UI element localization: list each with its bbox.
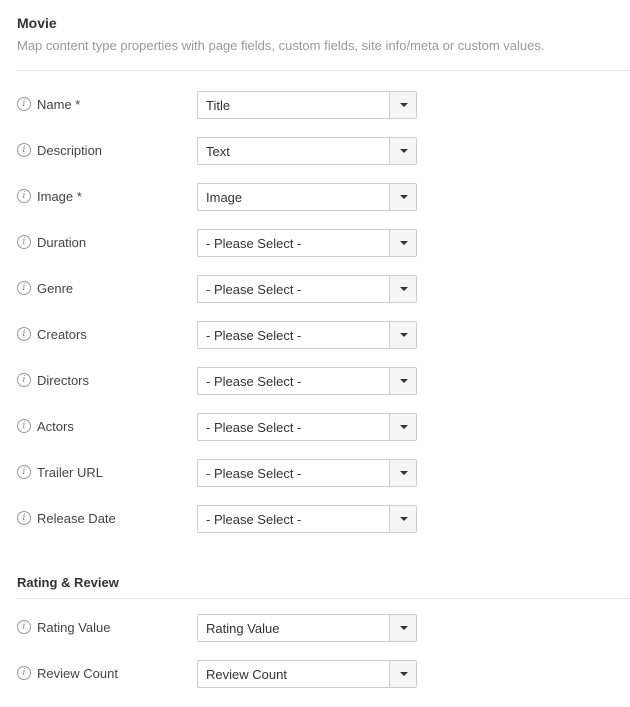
info-icon[interactable]: i [17,511,31,525]
field-label-creators: Creators [37,327,87,342]
image-select[interactable] [197,183,417,211]
field-row-creators [0,321,630,349]
field-label-name: Name * [37,97,81,112]
creators-select[interactable] [197,321,417,349]
info-icon[interactable]: i [17,373,31,387]
caret-down-icon [400,672,408,676]
caret-down-icon [400,241,408,245]
genre-select[interactable] [197,275,417,303]
release-date-select[interactable] [197,505,417,533]
review-count-dropdown-button[interactable] [389,661,416,687]
caret-down-icon [400,287,408,291]
info-icon[interactable]: i [17,419,31,433]
actors-select-value: - Please Select - [206,420,302,435]
caret-down-icon [400,103,408,107]
actors-select[interactable] [197,413,417,441]
description-select-value: Text [206,144,230,159]
caret-down-icon [400,626,408,630]
genre-select-value: - Please Select - [206,282,302,297]
movie-section-title: Movie [17,15,57,31]
info-icon[interactable]: i [17,143,31,157]
trailer-url-dropdown-button[interactable] [389,460,416,486]
info-icon[interactable]: i [17,620,31,634]
movie-section-description: Map content type properties with page fields, custom fields, site info/meta or custom values. [17,38,545,53]
info-icon[interactable]: i [17,189,31,203]
caret-down-icon [400,425,408,429]
trailer-url-select-value: - Please Select - [206,466,302,481]
field-row-rating-value [0,614,630,642]
caret-down-icon [400,149,408,153]
field-label-genre: Genre [37,281,74,296]
duration-select[interactable] [197,229,417,257]
field-row-trailer-url [0,459,630,487]
field-label-trailer-url: Trailer URL [37,465,103,480]
field-label-release-date: Release Date [37,511,116,526]
movie-section-divider [17,70,630,71]
field-label-actors: Actors [37,419,74,434]
duration-dropdown-button[interactable] [389,230,416,256]
caret-down-icon [400,195,408,199]
caret-down-icon [400,379,408,383]
caret-down-icon [400,517,408,521]
image-dropdown-button[interactable] [389,184,416,210]
actors-dropdown-button[interactable] [389,414,416,440]
info-icon[interactable]: i [17,97,31,111]
field-row-directors [0,367,630,395]
rating-section-title: Rating & Review [17,575,119,590]
description-dropdown-button[interactable] [389,138,416,164]
field-label-review-count: Review Count [37,666,118,681]
rating-value-dropdown-button[interactable] [389,615,416,641]
field-row-review-count [0,660,630,688]
caret-down-icon [400,333,408,337]
field-label-image: Image * [37,189,82,204]
directors-select[interactable] [197,367,417,395]
name-dropdown-button[interactable] [389,92,416,118]
directors-select-value: - Please Select - [206,374,302,389]
name-select-value: Title [206,98,231,113]
field-row-image [0,183,630,211]
field-row-description [0,137,630,165]
field-label-rating-value: Rating Value [37,620,111,635]
info-icon[interactable]: i [17,666,31,680]
review-count-select-value: Review Count [206,667,287,682]
rating-value-select[interactable] [197,614,417,642]
trailer-url-select[interactable] [197,459,417,487]
field-label-duration: Duration [37,235,87,250]
caret-down-icon [400,471,408,475]
info-icon[interactable]: i [17,465,31,479]
genre-dropdown-button[interactable] [389,276,416,302]
info-icon[interactable]: i [17,235,31,249]
rating-value-select-value: Rating Value [206,621,280,636]
duration-select-value: - Please Select - [206,236,302,251]
field-label-description: Description [37,143,103,158]
field-row-actors [0,413,630,441]
release-date-dropdown-button[interactable] [389,506,416,532]
field-row-name [0,91,630,119]
review-count-select[interactable] [197,660,417,688]
info-icon[interactable]: i [17,327,31,341]
field-label-directors: Directors [37,373,90,388]
field-row-genre [0,275,630,303]
field-row-release-date [0,505,630,533]
directors-dropdown-button[interactable] [389,368,416,394]
release-date-select-value: - Please Select - [206,512,302,527]
info-icon[interactable]: i [17,281,31,295]
rating-section-divider [17,598,630,599]
name-select[interactable] [197,91,417,119]
creators-dropdown-button[interactable] [389,322,416,348]
field-row-duration [0,229,630,257]
description-select[interactable] [197,137,417,165]
creators-select-value: - Please Select - [206,328,302,343]
image-select-value: Image [206,190,243,205]
